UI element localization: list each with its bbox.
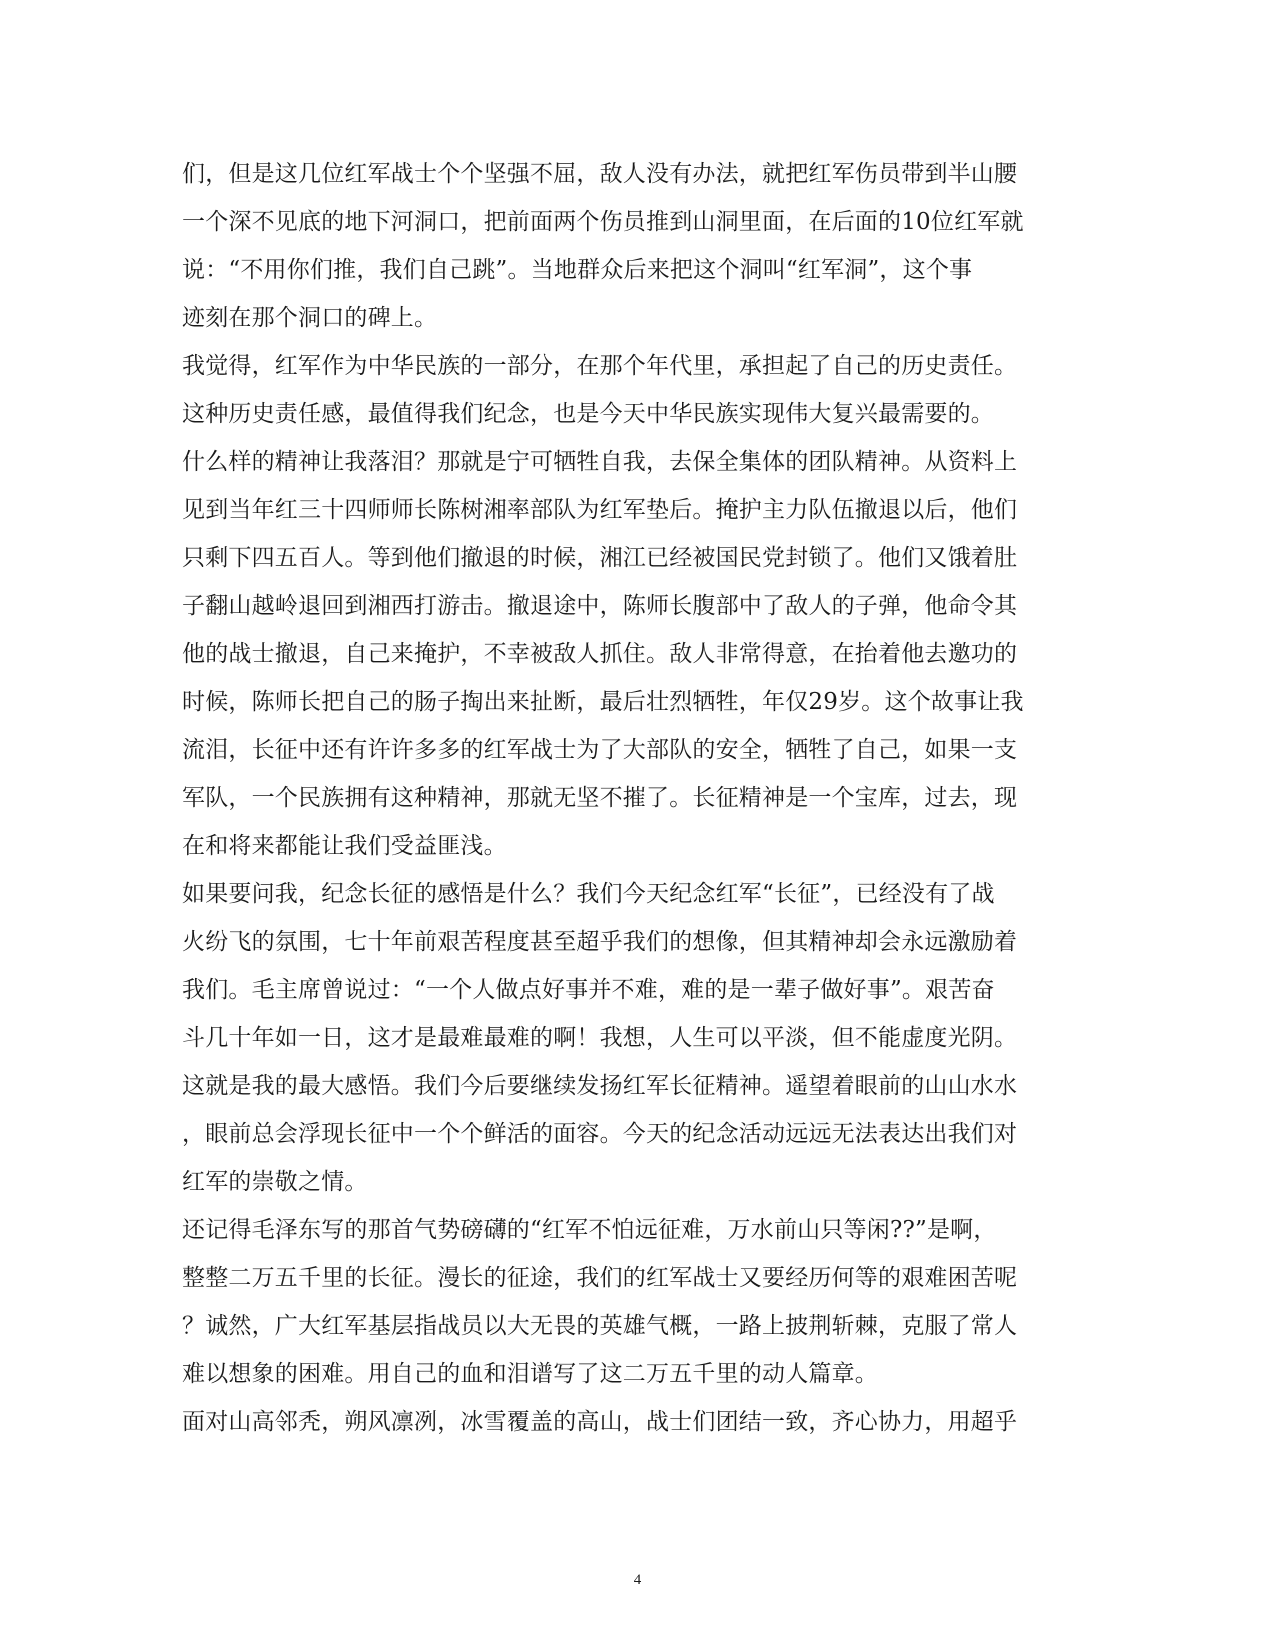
text-line: 军队，一个民族拥有这种精神，那就无坚不摧了。长征精神是一个宝库，过去，现 [182, 785, 1018, 811]
text-line: 只剩下四五百人。等到他们撤退的时候，湘江已经被国民党封锁了。他们又饿着肚 [182, 545, 1018, 571]
text-line: 们，但是这几位红军战士个个坚强不屈，敌人没有办法，就把红军伤员带到半山腰 [182, 161, 1018, 187]
text-line: 红军的崇敬之情。 [182, 1169, 368, 1195]
text-line: 流泪，长征中还有许许多多的红军战士为了大部队的安全，牺牲了自己，如果一支 [182, 737, 1018, 763]
text-line: 整整二万五千里的长征。漫长的征途，我们的红军战士又要经历何等的艰难困苦呢 [182, 1265, 1018, 1291]
text-line: 什么样的精神让我落泪？那就是宁可牺牲自我，去保全集体的团队精神。从资料上 [182, 449, 1018, 475]
text-line: 难以想象的困难。用自己的血和泪谱写了这二万五千里的动人篇章。 [182, 1361, 878, 1387]
text-line: 时候，陈师长把自己的肠子掏出来扯断，最后壮烈牺牲，年仅29岁。这个故事让我 [182, 689, 1024, 715]
page-number: 4 [633, 1572, 642, 1588]
text-line: 子翻山越岭退回到湘西打游击。撤退途中，陈师长腹部中了敌人的子弹，他命令其 [182, 593, 1018, 619]
text-line: 面对山高邻秃，朔风凛冽，冰雪覆盖的高山，战士们团结一致，齐心协力，用超乎 [182, 1409, 1018, 1435]
text-line: 一个深不见底的地下河洞口，把前面两个伤员推到山洞里面，在后面的10位红军就 [182, 209, 1024, 235]
text-line: 斗几十年如一日，这才是最难最难的啊！我想，人生可以平淡，但不能虚度光阴。 [182, 1025, 1018, 1051]
text-line: 火纷飞的氛围，七十年前艰苦程度甚至超乎我们的想像，但其精神却会永远激励着 [182, 929, 1018, 955]
text-line: 如果要问我，纪念长征的感悟是什么？我们今天纪念红军“长征”，已经没有了战 [182, 881, 995, 907]
text-line: 见到当年红三十四师师长陈树湘率部队为红军垫后。掩护主力队伍撤退以后，他们 [182, 497, 1018, 523]
text-line: ？诚然，广大红军基层指战员以大无畏的英雄气概，一路上披荆斩棘，克服了常人 [182, 1313, 1018, 1339]
text-line: 他的战士撤退，自己来掩护，不幸被敌人抓住。敌人非常得意，在抬着他去邀功的 [182, 641, 1018, 667]
text-line: 我觉得，红军作为中华民族的一部分，在那个年代里，承担起了自己的历史责任。 [182, 353, 1018, 379]
text-line: 这就是我的最大感悟。我们今后要继续发扬红军长征精神。遥望着眼前的山山水水 [182, 1073, 1018, 1099]
text-line: ，眼前总会浮现长征中一个个鲜活的面容。今天的纪念活动远远无法表达出我们对 [182, 1121, 1018, 1147]
text-line: 迹刻在那个洞口的碑上。 [182, 305, 438, 331]
text-line: 还记得毛泽东写的那首气势磅礴的“红军不怕远征难，万水前山只等闲??”是啊， [182, 1217, 997, 1243]
text-line: 这种历史责任感，最值得我们纪念，也是今天中华民族实现伟大复兴最需要的。 [182, 401, 994, 427]
text-line: 说：“不用你们推，我们自己跳”。当地群众后来把这个洞叫“红军洞”，这个事 [182, 257, 973, 283]
text-line: 我们。毛主席曾说过：“一个人做点好事并不难，难的是一辈子做好事”。艰苦奋 [182, 977, 995, 1003]
body-text [182, 150, 1092, 1446]
text-line: 在和将来都能让我们受益匪浅。 [182, 833, 507, 859]
